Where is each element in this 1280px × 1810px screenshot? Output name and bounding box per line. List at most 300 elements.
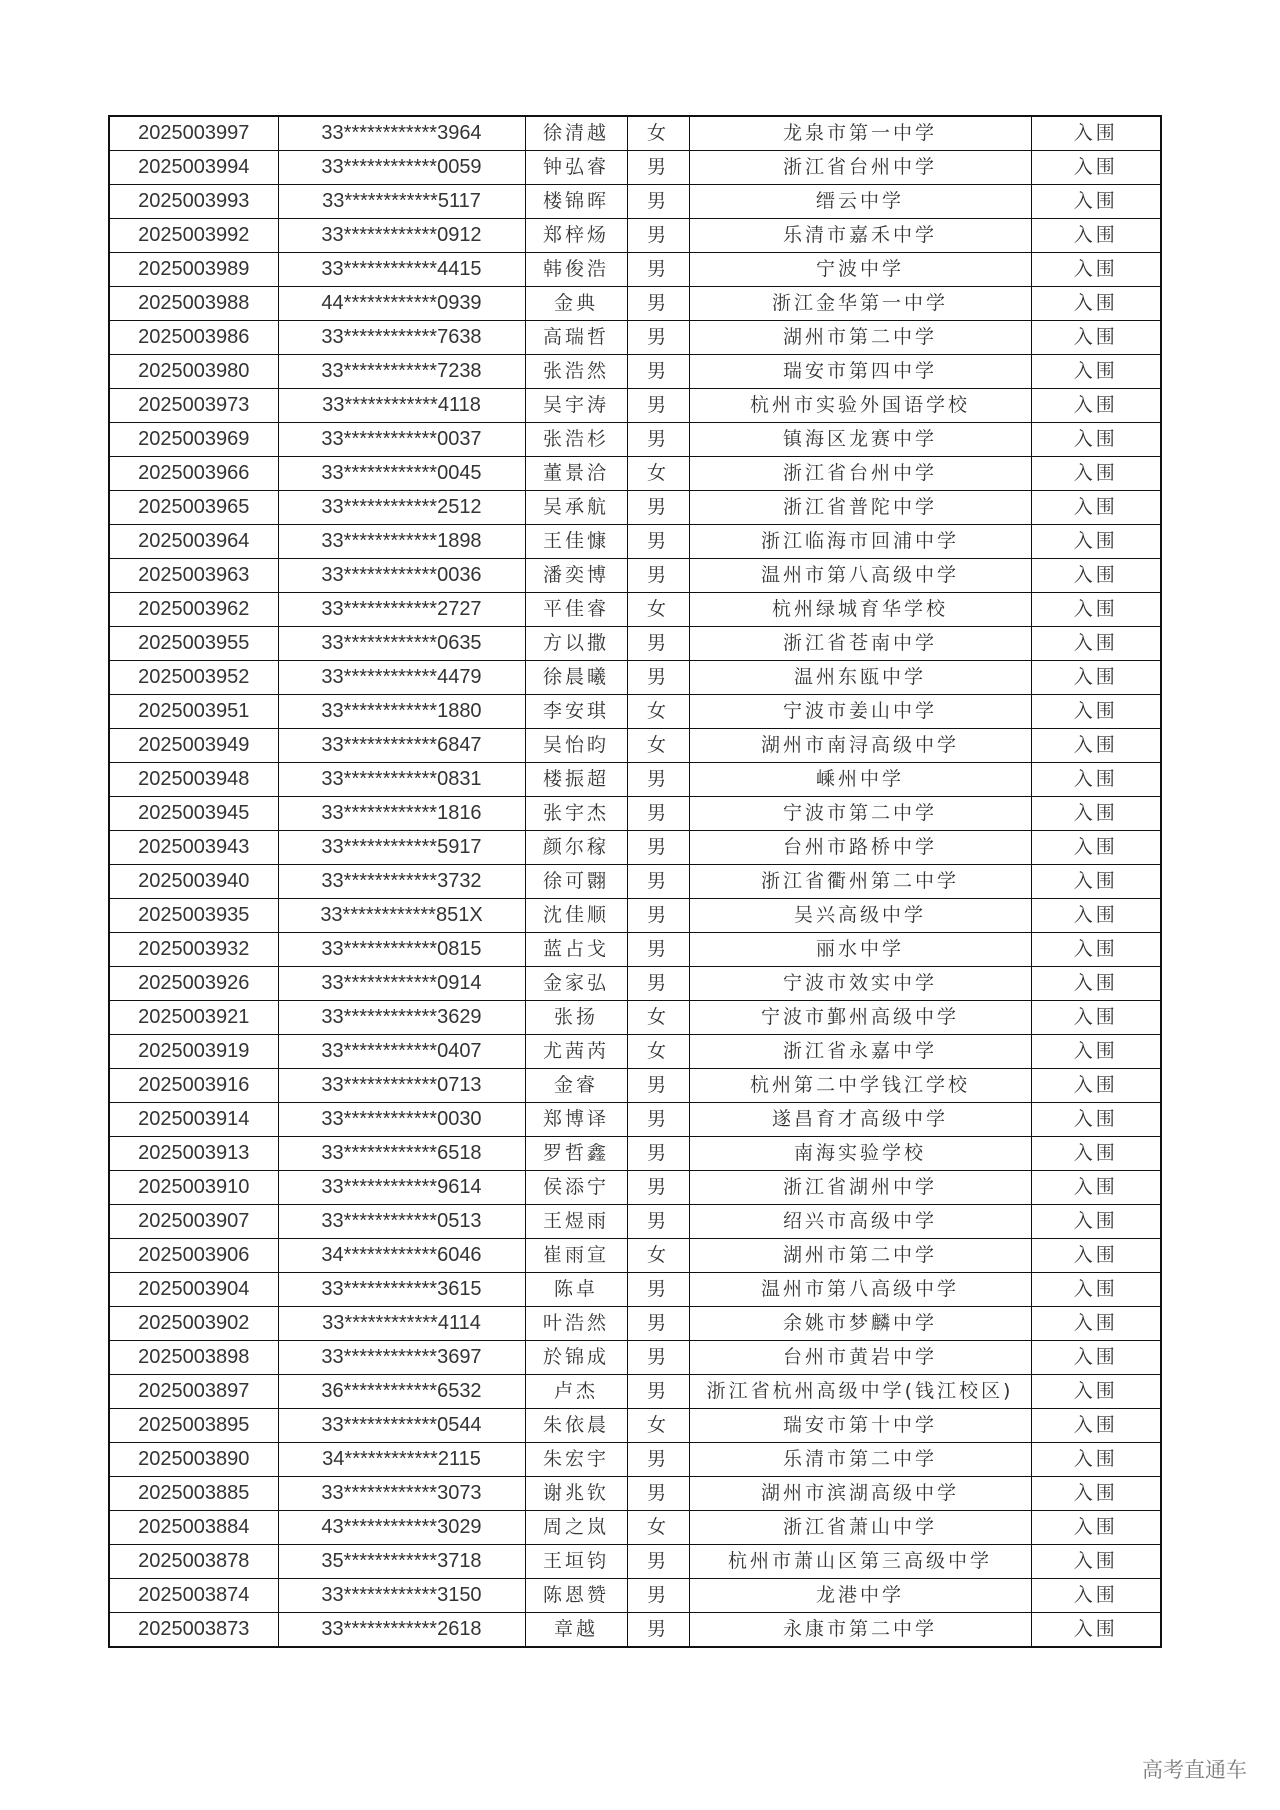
status-cell: 入围	[1031, 1443, 1161, 1477]
school-cell: 台州市黄岩中学	[689, 1341, 1031, 1375]
status-cell: 入围	[1031, 899, 1161, 933]
gender-cell: 女	[627, 593, 689, 627]
table-row	[109, 1307, 1161, 1341]
table-row	[109, 1511, 1161, 1545]
table-row	[109, 865, 1161, 899]
ticket-number-cell: 2025003874	[109, 1579, 278, 1613]
gender-cell: 男	[627, 253, 689, 287]
ticket-number-cell: 2025003952	[109, 661, 278, 695]
id-number-cell: 33************4114	[278, 1307, 525, 1341]
status-cell: 入围	[1031, 491, 1161, 525]
name-cell: 楼锦晖	[525, 185, 627, 219]
status-cell: 入围	[1031, 389, 1161, 423]
school-cell: 台州市路桥中学	[689, 831, 1031, 865]
school-cell: 嵊州中学	[689, 763, 1031, 797]
status-cell: 入围	[1031, 1239, 1161, 1273]
ticket-number-cell: 2025003997	[109, 116, 278, 151]
gender-cell: 男	[627, 1273, 689, 1307]
status-cell: 入围	[1031, 423, 1161, 457]
name-cell: 蓝占戈	[525, 933, 627, 967]
admission-roster-table	[108, 115, 1162, 1648]
school-cell: 绍兴市高级中学	[689, 1205, 1031, 1239]
table-row	[109, 729, 1161, 763]
name-cell: 金典	[525, 287, 627, 321]
ticket-number-cell: 2025003885	[109, 1477, 278, 1511]
id-number-cell: 33************5917	[278, 831, 525, 865]
id-number-cell: 33************0815	[278, 933, 525, 967]
id-number-cell: 33************1816	[278, 797, 525, 831]
ticket-number-cell: 2025003919	[109, 1035, 278, 1069]
table-row	[109, 355, 1161, 389]
status-cell: 入围	[1031, 1137, 1161, 1171]
gender-cell: 男	[627, 559, 689, 593]
id-number-cell: 33************3732	[278, 865, 525, 899]
ticket-number-cell: 2025003902	[109, 1307, 278, 1341]
ticket-number-cell: 2025003989	[109, 253, 278, 287]
ticket-number-cell: 2025003966	[109, 457, 278, 491]
gender-cell: 男	[627, 1069, 689, 1103]
status-cell: 入围	[1031, 1477, 1161, 1511]
status-cell: 入围	[1031, 831, 1161, 865]
id-number-cell: 36************6532	[278, 1375, 525, 1409]
school-cell: 宁波市第二中学	[689, 797, 1031, 831]
school-cell: 龙港中学	[689, 1579, 1031, 1613]
school-cell: 温州东瓯中学	[689, 661, 1031, 695]
table-row	[109, 763, 1161, 797]
name-cell: 董景洽	[525, 457, 627, 491]
id-number-cell: 33************0030	[278, 1103, 525, 1137]
ticket-number-cell: 2025003913	[109, 1137, 278, 1171]
ticket-number-cell: 2025003898	[109, 1341, 278, 1375]
name-cell: 徐晨曦	[525, 661, 627, 695]
table-row	[109, 1035, 1161, 1069]
id-number-cell: 33************4479	[278, 661, 525, 695]
school-cell: 浙江省台州中学	[689, 151, 1031, 185]
status-cell: 入围	[1031, 1307, 1161, 1341]
table-row	[109, 661, 1161, 695]
table-row	[109, 1477, 1161, 1511]
school-cell: 湖州市滨湖高级中学	[689, 1477, 1031, 1511]
table-row	[109, 253, 1161, 287]
table-row	[109, 627, 1161, 661]
ticket-number-cell: 2025003951	[109, 695, 278, 729]
gender-cell: 男	[627, 355, 689, 389]
id-number-cell: 34************6046	[278, 1239, 525, 1273]
name-cell: 徐清越	[525, 116, 627, 151]
table-row	[109, 1239, 1161, 1273]
status-cell: 入围	[1031, 695, 1161, 729]
status-cell: 入围	[1031, 763, 1161, 797]
name-cell: 平佳睿	[525, 593, 627, 627]
gender-cell: 男	[627, 899, 689, 933]
status-cell: 入围	[1031, 355, 1161, 389]
school-cell: 永康市第二中学	[689, 1613, 1031, 1648]
status-cell: 入围	[1031, 1579, 1161, 1613]
id-number-cell: 33************6847	[278, 729, 525, 763]
id-number-cell: 33************3964	[278, 116, 525, 151]
ticket-number-cell: 2025003988	[109, 287, 278, 321]
id-number-cell: 33************2727	[278, 593, 525, 627]
id-number-cell: 33************1880	[278, 695, 525, 729]
school-cell: 浙江省湖州中学	[689, 1171, 1031, 1205]
table-row	[109, 1273, 1161, 1307]
id-number-cell: 33************0036	[278, 559, 525, 593]
name-cell: 方以撒	[525, 627, 627, 661]
status-cell: 入围	[1031, 1613, 1161, 1648]
table-row	[109, 1613, 1161, 1648]
gender-cell: 女	[627, 1511, 689, 1545]
ticket-number-cell: 2025003878	[109, 1545, 278, 1579]
status-cell: 入围	[1031, 253, 1161, 287]
status-cell: 入围	[1031, 1171, 1161, 1205]
table-row	[109, 1069, 1161, 1103]
gender-cell: 女	[627, 729, 689, 763]
table-row	[109, 797, 1161, 831]
school-cell: 湖州市第二中学	[689, 1239, 1031, 1273]
gender-cell: 男	[627, 865, 689, 899]
status-cell: 入围	[1031, 797, 1161, 831]
name-cell: 吴怡昀	[525, 729, 627, 763]
school-cell: 杭州绿城育华学校	[689, 593, 1031, 627]
id-number-cell: 34************2115	[278, 1443, 525, 1477]
ticket-number-cell: 2025003926	[109, 967, 278, 1001]
table-row	[109, 1137, 1161, 1171]
status-cell: 入围	[1031, 593, 1161, 627]
name-cell: 罗哲鑫	[525, 1137, 627, 1171]
id-number-cell: 35************3718	[278, 1545, 525, 1579]
name-cell: 钟弘睿	[525, 151, 627, 185]
table-row	[109, 423, 1161, 457]
id-number-cell: 33************851X	[278, 899, 525, 933]
status-cell: 入围	[1031, 1069, 1161, 1103]
school-cell: 杭州第二中学钱江学校	[689, 1069, 1031, 1103]
gender-cell: 女	[627, 1409, 689, 1443]
gender-cell: 男	[627, 525, 689, 559]
status-cell: 入围	[1031, 559, 1161, 593]
name-cell: 侯添宁	[525, 1171, 627, 1205]
table-row	[109, 491, 1161, 525]
gender-cell: 男	[627, 389, 689, 423]
school-cell: 浙江省萧山中学	[689, 1511, 1031, 1545]
ticket-number-cell: 2025003910	[109, 1171, 278, 1205]
id-number-cell: 33************0059	[278, 151, 525, 185]
table-row	[109, 1341, 1161, 1375]
status-cell: 入围	[1031, 1375, 1161, 1409]
table-row	[109, 457, 1161, 491]
status-cell: 入围	[1031, 457, 1161, 491]
table-row	[109, 525, 1161, 559]
id-number-cell: 33************0513	[278, 1205, 525, 1239]
name-cell: 朱宏宇	[525, 1443, 627, 1477]
status-cell: 入围	[1031, 1511, 1161, 1545]
ticket-number-cell: 2025003890	[109, 1443, 278, 1477]
name-cell: 朱依晨	[525, 1409, 627, 1443]
name-cell: 吴承航	[525, 491, 627, 525]
school-cell: 瑞安市第十中学	[689, 1409, 1031, 1443]
ticket-number-cell: 2025003895	[109, 1409, 278, 1443]
gender-cell: 男	[627, 1443, 689, 1477]
gender-cell: 男	[627, 1307, 689, 1341]
gender-cell: 男	[627, 321, 689, 355]
ticket-number-cell: 2025003973	[109, 389, 278, 423]
gender-cell: 男	[627, 1375, 689, 1409]
name-cell: 周之岚	[525, 1511, 627, 1545]
gender-cell: 男	[627, 1579, 689, 1613]
roster-body	[109, 116, 1161, 1647]
name-cell: 陈卓	[525, 1273, 627, 1307]
name-cell: 张宇杰	[525, 797, 627, 831]
id-number-cell: 33************6518	[278, 1137, 525, 1171]
id-number-cell: 33************0544	[278, 1409, 525, 1443]
status-cell: 入围	[1031, 933, 1161, 967]
id-number-cell: 33************0912	[278, 219, 525, 253]
name-cell: 张浩杉	[525, 423, 627, 457]
status-cell: 入围	[1031, 627, 1161, 661]
watermark-text: 高考直通车	[1142, 1758, 1247, 1782]
name-cell: 章越	[525, 1613, 627, 1648]
ticket-number-cell: 2025003992	[109, 219, 278, 253]
name-cell: 叶浩然	[525, 1307, 627, 1341]
name-cell: 李安琪	[525, 695, 627, 729]
gender-cell: 女	[627, 695, 689, 729]
school-cell: 丽水中学	[689, 933, 1031, 967]
gender-cell: 男	[627, 1205, 689, 1239]
table-row	[109, 831, 1161, 865]
gender-cell: 男	[627, 151, 689, 185]
gender-cell: 男	[627, 797, 689, 831]
gender-cell: 男	[627, 423, 689, 457]
name-cell: 谢兆钦	[525, 1477, 627, 1511]
gender-cell: 女	[627, 1001, 689, 1035]
name-cell: 楼振超	[525, 763, 627, 797]
table-row	[109, 185, 1161, 219]
school-cell: 宁波市鄞州高级中学	[689, 1001, 1031, 1035]
school-cell: 缙云中学	[689, 185, 1031, 219]
table-row	[109, 933, 1161, 967]
ticket-number-cell: 2025003948	[109, 763, 278, 797]
ticket-number-cell: 2025003914	[109, 1103, 278, 1137]
id-number-cell: 33************0713	[278, 1069, 525, 1103]
ticket-number-cell: 2025003949	[109, 729, 278, 763]
gender-cell: 男	[627, 491, 689, 525]
id-number-cell: 33************3073	[278, 1477, 525, 1511]
name-cell: 潘奕博	[525, 559, 627, 593]
table-row	[109, 287, 1161, 321]
name-cell: 徐可翾	[525, 865, 627, 899]
school-cell: 浙江临海市回浦中学	[689, 525, 1031, 559]
name-cell: 尤茜芮	[525, 1035, 627, 1069]
id-number-cell: 33************3615	[278, 1273, 525, 1307]
gender-cell: 男	[627, 1171, 689, 1205]
table-row	[109, 1171, 1161, 1205]
ticket-number-cell: 2025003916	[109, 1069, 278, 1103]
school-cell: 湖州市南浔高级中学	[689, 729, 1031, 763]
school-cell: 余姚市梦麟中学	[689, 1307, 1031, 1341]
school-cell: 温州市第八高级中学	[689, 1273, 1031, 1307]
gender-cell: 男	[627, 933, 689, 967]
table-row	[109, 593, 1161, 627]
name-cell: 张浩然	[525, 355, 627, 389]
table-row	[109, 559, 1161, 593]
ticket-number-cell: 2025003932	[109, 933, 278, 967]
status-cell: 入围	[1031, 151, 1161, 185]
gender-cell: 男	[627, 219, 689, 253]
ticket-number-cell: 2025003994	[109, 151, 278, 185]
id-number-cell: 33************4118	[278, 389, 525, 423]
status-cell: 入围	[1031, 967, 1161, 1001]
name-cell: 崔雨宣	[525, 1239, 627, 1273]
school-cell: 浙江省台州中学	[689, 457, 1031, 491]
gender-cell: 女	[627, 457, 689, 491]
table-row	[109, 321, 1161, 355]
status-cell: 入围	[1031, 525, 1161, 559]
school-cell: 浙江省普陀中学	[689, 491, 1031, 525]
ticket-number-cell: 2025003980	[109, 355, 278, 389]
gender-cell: 男	[627, 1613, 689, 1648]
table-row	[109, 1409, 1161, 1443]
id-number-cell: 33************0045	[278, 457, 525, 491]
ticket-number-cell: 2025003921	[109, 1001, 278, 1035]
ticket-number-cell: 2025003993	[109, 185, 278, 219]
school-cell: 瑞安市第四中学	[689, 355, 1031, 389]
name-cell: 於锦成	[525, 1341, 627, 1375]
gender-cell: 女	[627, 1035, 689, 1069]
gender-cell: 男	[627, 763, 689, 797]
table-row	[109, 116, 1161, 151]
ticket-number-cell: 2025003907	[109, 1205, 278, 1239]
id-number-cell: 33************7638	[278, 321, 525, 355]
name-cell: 高瑞哲	[525, 321, 627, 355]
name-cell: 王煜雨	[525, 1205, 627, 1239]
school-cell: 浙江省衢州第二中学	[689, 865, 1031, 899]
school-cell: 吴兴高级中学	[689, 899, 1031, 933]
id-number-cell: 33************4415	[278, 253, 525, 287]
gender-cell: 男	[627, 1545, 689, 1579]
status-cell: 入围	[1031, 1001, 1161, 1035]
ticket-number-cell: 2025003904	[109, 1273, 278, 1307]
school-cell: 乐清市第二中学	[689, 1443, 1031, 1477]
id-number-cell: 33************3150	[278, 1579, 525, 1613]
id-number-cell: 33************7238	[278, 355, 525, 389]
id-number-cell: 33************9614	[278, 1171, 525, 1205]
id-number-cell: 33************0914	[278, 967, 525, 1001]
school-cell: 乐清市嘉禾中学	[689, 219, 1031, 253]
status-cell: 入围	[1031, 1273, 1161, 1307]
gender-cell: 女	[627, 1239, 689, 1273]
ticket-number-cell: 2025003906	[109, 1239, 278, 1273]
ticket-number-cell: 2025003940	[109, 865, 278, 899]
gender-cell: 男	[627, 287, 689, 321]
name-cell: 沈佳顺	[525, 899, 627, 933]
school-cell: 南海实验学校	[689, 1137, 1031, 1171]
gender-cell: 男	[627, 627, 689, 661]
id-number-cell: 33************3629	[278, 1001, 525, 1035]
name-cell: 金家弘	[525, 967, 627, 1001]
status-cell: 入围	[1031, 865, 1161, 899]
name-cell: 韩俊浩	[525, 253, 627, 287]
status-cell: 入围	[1031, 116, 1161, 151]
name-cell: 郑博译	[525, 1103, 627, 1137]
table-row	[109, 899, 1161, 933]
gender-cell: 男	[627, 185, 689, 219]
ticket-number-cell: 2025003965	[109, 491, 278, 525]
gender-cell: 男	[627, 1341, 689, 1375]
name-cell: 陈恩赞	[525, 1579, 627, 1613]
status-cell: 入围	[1031, 219, 1161, 253]
status-cell: 入围	[1031, 1341, 1161, 1375]
ticket-number-cell: 2025003969	[109, 423, 278, 457]
gender-cell: 男	[627, 1477, 689, 1511]
status-cell: 入围	[1031, 1035, 1161, 1069]
ticket-number-cell: 2025003873	[109, 1613, 278, 1648]
name-cell: 郑梓炀	[525, 219, 627, 253]
gender-cell: 男	[627, 967, 689, 1001]
gender-cell: 男	[627, 831, 689, 865]
ticket-number-cell: 2025003964	[109, 525, 278, 559]
table-row	[109, 695, 1161, 729]
id-number-cell: 33************5117	[278, 185, 525, 219]
ticket-number-cell: 2025003935	[109, 899, 278, 933]
ticket-number-cell: 2025003884	[109, 1511, 278, 1545]
name-cell: 颜尔稼	[525, 831, 627, 865]
school-cell: 宁波市姜山中学	[689, 695, 1031, 729]
school-cell: 浙江省永嘉中学	[689, 1035, 1031, 1069]
status-cell: 入围	[1031, 661, 1161, 695]
gender-cell: 男	[627, 1103, 689, 1137]
status-cell: 入围	[1031, 729, 1161, 763]
gender-cell: 女	[627, 116, 689, 151]
id-number-cell: 33************3697	[278, 1341, 525, 1375]
ticket-number-cell: 2025003955	[109, 627, 278, 661]
school-cell: 镇海区龙赛中学	[689, 423, 1031, 457]
status-cell: 入围	[1031, 287, 1161, 321]
name-cell: 金睿	[525, 1069, 627, 1103]
id-number-cell: 33************0407	[278, 1035, 525, 1069]
table-row	[109, 219, 1161, 253]
gender-cell: 男	[627, 1137, 689, 1171]
ticket-number-cell: 2025003962	[109, 593, 278, 627]
id-number-cell: 44************0939	[278, 287, 525, 321]
id-number-cell: 33************0635	[278, 627, 525, 661]
table-row	[109, 1103, 1161, 1137]
id-number-cell: 33************2618	[278, 1613, 525, 1648]
table-row	[109, 1205, 1161, 1239]
id-number-cell: 33************2512	[278, 491, 525, 525]
id-number-cell: 33************0831	[278, 763, 525, 797]
school-cell: 浙江省苍南中学	[689, 627, 1031, 661]
status-cell: 入围	[1031, 321, 1161, 355]
ticket-number-cell: 2025003943	[109, 831, 278, 865]
school-cell: 遂昌育才高级中学	[689, 1103, 1031, 1137]
ticket-number-cell: 2025003963	[109, 559, 278, 593]
ticket-number-cell: 2025003945	[109, 797, 278, 831]
school-cell: 温州市第八高级中学	[689, 559, 1031, 593]
school-cell: 杭州市萧山区第三高级中学	[689, 1545, 1031, 1579]
ticket-number-cell: 2025003897	[109, 1375, 278, 1409]
gender-cell: 男	[627, 661, 689, 695]
name-cell: 吴宇涛	[525, 389, 627, 423]
school-cell: 杭州市实验外国语学校	[689, 389, 1031, 423]
table-row	[109, 967, 1161, 1001]
school-cell: 龙泉市第一中学	[689, 116, 1031, 151]
table-row	[109, 1579, 1161, 1613]
table-row	[109, 1545, 1161, 1579]
id-number-cell: 33************0037	[278, 423, 525, 457]
ticket-number-cell: 2025003986	[109, 321, 278, 355]
table-row	[109, 1001, 1161, 1035]
status-cell: 入围	[1031, 1545, 1161, 1579]
status-cell: 入围	[1031, 1409, 1161, 1443]
